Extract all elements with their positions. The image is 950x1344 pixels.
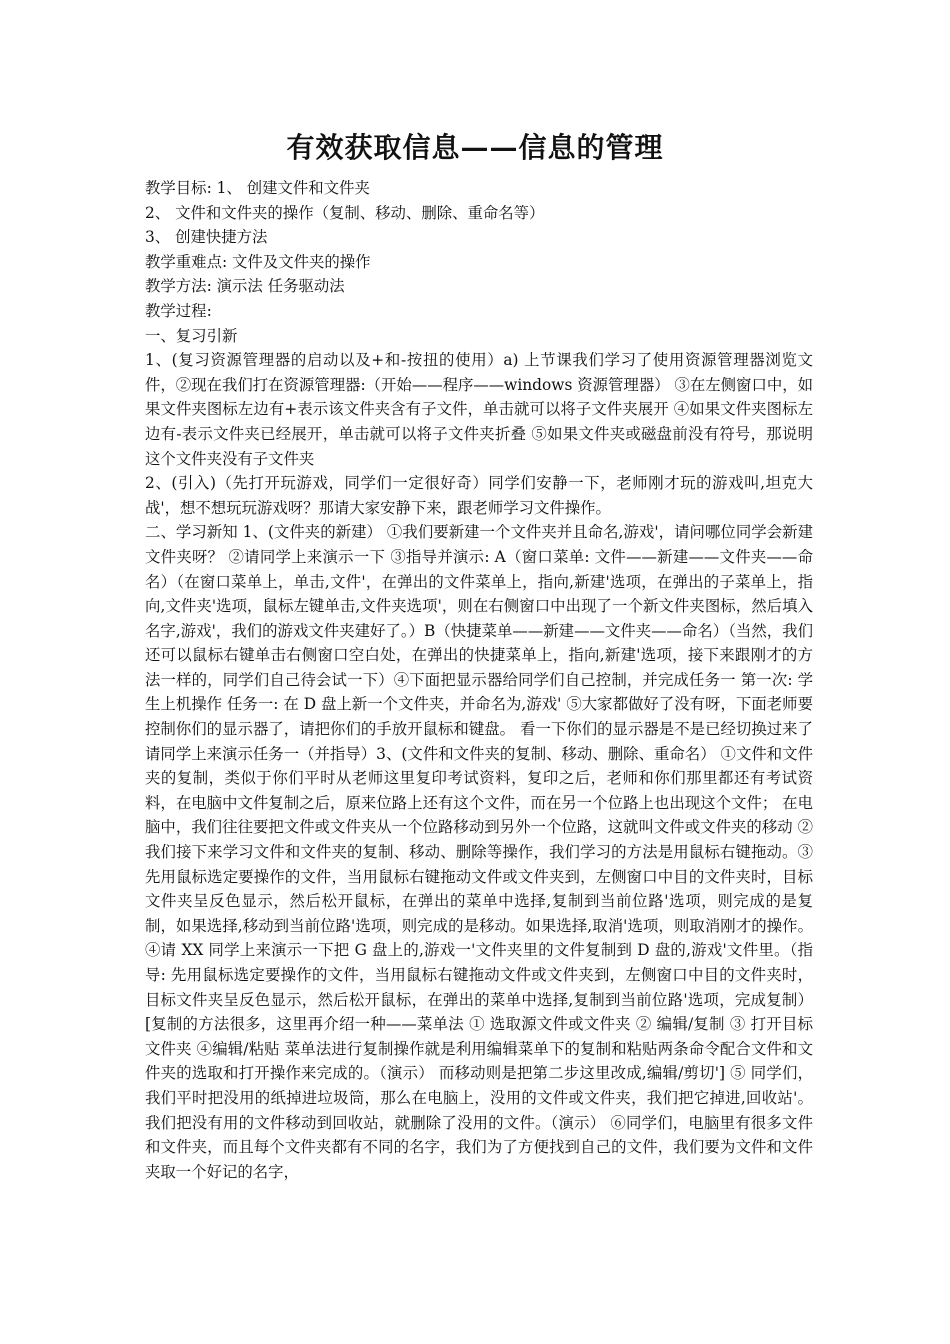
paragraph-process: 教学过程: bbox=[145, 301, 212, 320]
paragraph-key-points: 教学重难点: 文件及文件夹的操作 bbox=[145, 252, 371, 271]
paragraph-objective-3: 3、 创建快捷方法 bbox=[145, 228, 268, 247]
paragraph-new-knowledge: 二、学习新知 1、(文件夹的新建） ①我们要新建一个文件夹并且命名,游戏'，请问哪位同学会新建文件夹呀？ ②请同学上来演示一下 ③指导并演示: A（窗口菜单: 文件——新建——文件夹——命名）（在窗口菜单上，单击,文件'，在弹出的文件菜单上，指向,新建'选项，在弹出的子菜单上，指向,文件夹'选项，鼠标左键单击,文件夹选项'，则在右侧窗口中出现了一个新文件夹图标，然后填入名字,游戏'，我们的游戏文件夹建好了。）B（快捷菜单——新建——文件夹——命名）（当然，我们还可以鼠标右键单击右侧窗口空白处，在弹出的快捷菜单上，指向,新建'选项，接下来跟刚才的方法一样的，同学们自己待会试一下）④下面把显示器给同学们自己控制，并完成任务一 第一次: 学生上机操作 任务一: 在 D 盘上新一个文件夹，并命名为,游戏' ⑤大家都做好了没有呀，下面老师要控制你们的显示器了，请把你们的手放开鼠标和键盘。 看一下你们的显示器是不是已经切换过来了 请同学上来演示任务一（并指导）3、(文件和文件夹的复制、移动、删除、重命名） ①文件和文件夹的复制，类似于你们平时从老师这里复印考试资料，复印之后，老师和你们那里都还有考试资料，在电脑中文件复制之后，原来位路上还有这个文件，而在另一个位路上也出现这个文件； 在电脑中，我们往往要把文件或文件夹从一个位路移动到另外一个位路，这就叫文件或文件夹的移动 ②我们接下来学习文件和文件夹的复制、移动、删除等操作，我们学习的方法是用鼠标右键拖动。③先用鼠标选定要操作的文件，当用鼠标右键拖动文件或文件夹到，左侧窗口中目的文件夹时，目标文件夹呈反色显示，然后松开鼠标，在弹出的菜单中选择,复制到当前位路'选项，则完成的是复制，如果选择,移动到当前位路'选项，则完成的是移动。如果选择,取消'选项，则取消刚才的操作。④请 XX 同学上来演示一下把 G 盘上的,游戏一'文件夹里的文件复制到 D 盘的,游戏'文件里。（指导: 先用鼠标选定要操作的文件，当用鼠标右键拖动文件或文件夹到，左侧窗口中目的文件夹时，目标文件夹呈反色显示，然后松开鼠标，在弹出的菜单中选择,复制到当前位路'选项，完成复制）[复制的方法很多，这里再介绍一种——菜单法 ① 选取源文件或文件夹 ② 编辑/复制 ③ 打开目标文件夹 ④编辑/粘贴 菜单法进行复制操作就是利用编辑菜单下的复制和粘贴两条命令配合文件和文件夹的选取和打开操作来完成的。（演示） 而移动则是把第二步这里改成,编辑/剪切'] ⑤ 同学们，我们平时把没用的纸掉进垃圾筒，那么在电脑上，没用的文件或文件夹，我们把它掉进,回收站'。我们把没有用的文件移动到回收站，就删除了没用的文件。（演示） ⑥同学们，电脑里有很多文件和文件夹，而且每个文件夹都有不同的名字，我们为了方便找到自己的文件，我们要为文件和文件夹取一个好记的名字， bbox=[145, 523, 813, 1181]
paragraph-review-heading: 一、复习引新 bbox=[145, 326, 238, 345]
paragraph-methods: 教学方法: 演示法 任务驱动法 bbox=[145, 277, 345, 296]
paragraph-objectives: 教学目标: 1、 创建文件和文件夹 bbox=[145, 179, 370, 197]
document-body bbox=[145, 176, 813, 1184]
paragraph-review-2: 2、(引入)（先打开玩游戏，同学们一定很好奇）同学们安静一下，老师刚才玩的游戏叫,坦克大战'，想不想玩玩游戏呀？那请大家安静下来，跟老师学习文件操作。 bbox=[145, 474, 813, 517]
paragraph-objective-2: 2、 文件和文件夹的操作（复制、移动、删除、重命名等） bbox=[145, 203, 545, 222]
document-title: 有效获取信息——信息的管理 bbox=[286, 131, 664, 164]
paragraph-review-1: 1、(复习资源管理器的启动以及+和-按扭的使用）a) 上节课我们学习了使用资源管理器浏览文件，②现在我们打在资源管理器:（开始——程序——windows 资源管理器） ③在左侧窗口中，如果文件夹图标左边有+表示该文件夹含有子文件，单击就可以将子文件夹展开 ④如果文件夹图标左边有-表示文件夹已经展开，单击就可以将子文件夹折叠 ⑤如果文件夹或磁盘前没有符号，那说明这个文件夹没有子文件夹 bbox=[145, 351, 814, 468]
